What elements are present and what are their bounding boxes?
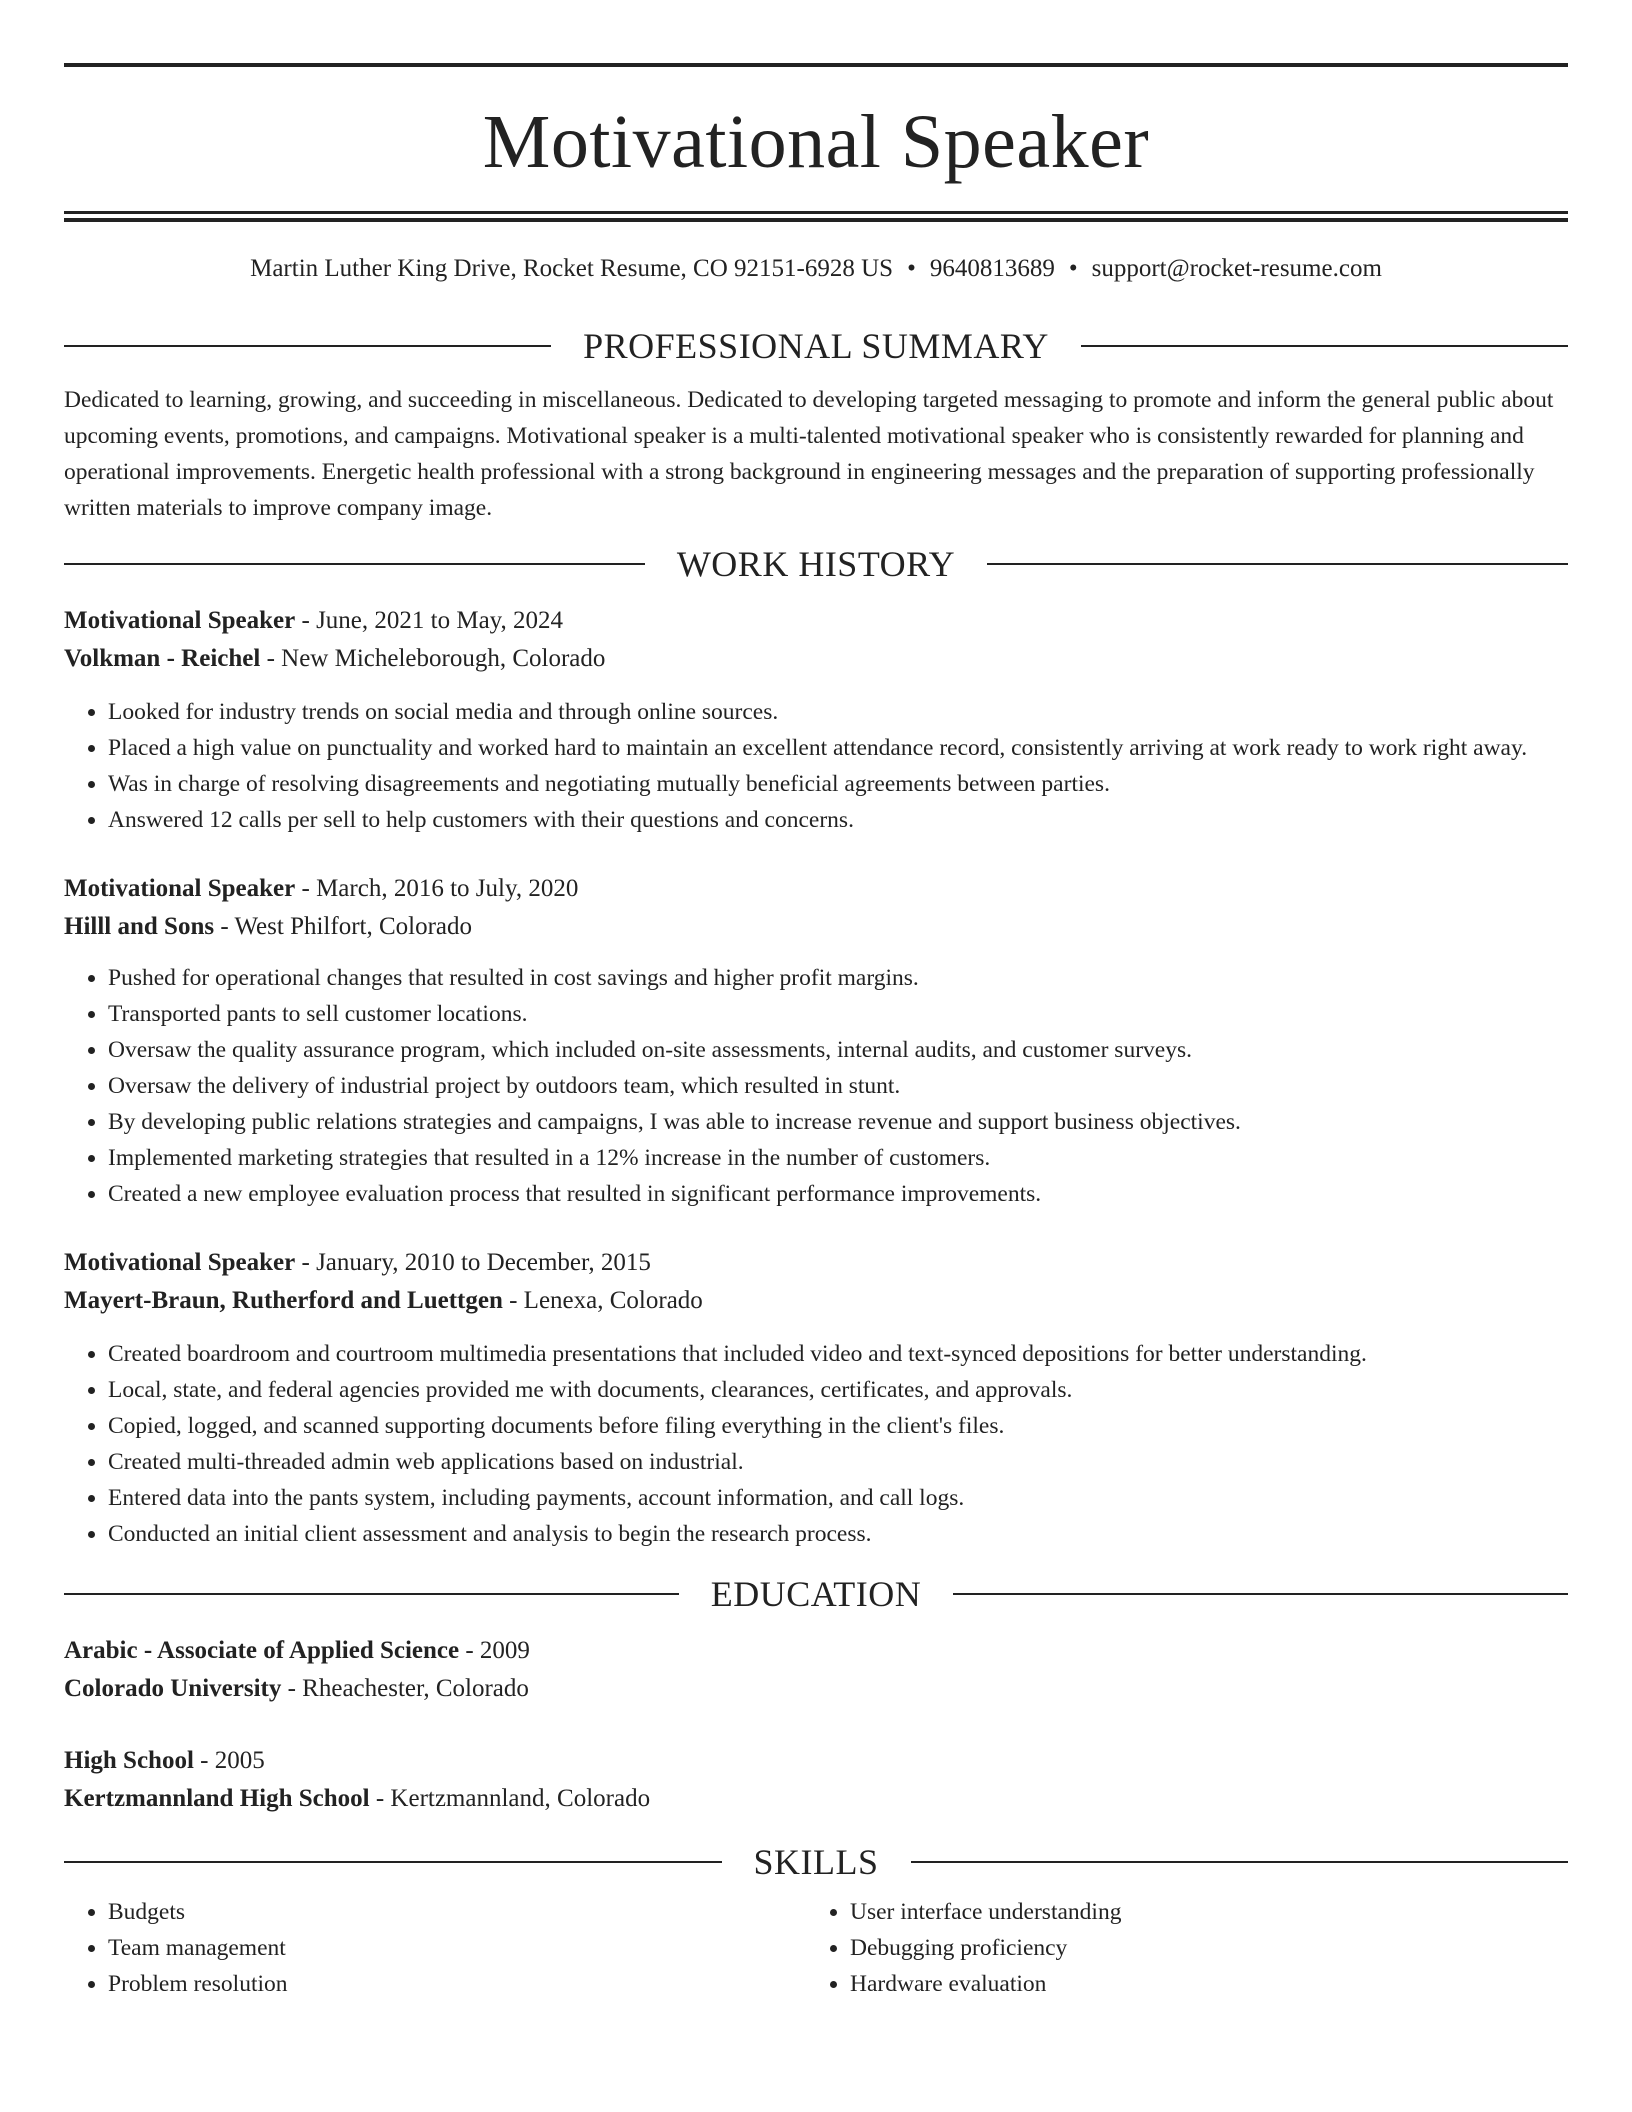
list-item: • By developing public relations strategies and campaigns, I was able to increase revenue and support business objectives. — [108, 1104, 1568, 1140]
education-heading — [64, 1572, 1568, 1616]
education-year: - 2005 — [193, 1747, 265, 1774]
heading-rule — [911, 1861, 1569, 1863]
job-dates: - June, 2021 to May, 2024 — [295, 607, 564, 634]
skills-list — [64, 1894, 1568, 2002]
education-degree: Arabic - Associate of Applied Science — [64, 1637, 460, 1664]
job-company-line — [64, 1282, 1568, 1320]
education-entry — [64, 1742, 1568, 1818]
education-degree: High School — [64, 1747, 194, 1774]
summary-text: Dedicated to learning, growing, and succeeding in miscellaneous. Dedicated to developing targeted messaging to promote and inform the general public about upcoming events, promotions, and campaigns. Motivational speaker is a multi-talented motivational speaker who is consistently rewarded for planning and operational improvements. Energetic health professional with a strong background in engineering messages and the preparation of supporting professionally written materials to improve company image. — [64, 387, 1554, 521]
heading-rule — [64, 345, 551, 347]
education-location: - Rheachester, Colorado — [281, 1675, 529, 1702]
skills-heading — [64, 1840, 1568, 1884]
job-company: Hilll and Sons — [64, 913, 215, 940]
heading-rule — [64, 1861, 722, 1863]
job-entry — [64, 870, 1568, 1212]
job-location: - Lenexa, Colorado — [502, 1287, 703, 1314]
contact-email: support@rocket-resume.com — [1091, 255, 1382, 282]
resume-name: Motivational Speaker — [482, 100, 1150, 184]
skills-column-left — [64, 1894, 806, 2002]
list-item: • Created a new employee evaluation process that resulted in significant performance improvements. — [108, 1176, 1568, 1212]
skills-column-right — [806, 1894, 1548, 2002]
job-title-line — [64, 1244, 1568, 1282]
education-school-line — [64, 1780, 1568, 1818]
summary-heading — [64, 324, 1568, 368]
list-item: • Budgets — [108, 1894, 806, 1930]
list-item: • Answered 12 calls per sell to help customers with their questions and concerns. — [108, 802, 1568, 838]
education-entry — [64, 1632, 1568, 1708]
list-item: • Transported pants to sell customer locations. — [108, 996, 1568, 1032]
list-item: • Debugging proficiency — [850, 1930, 1548, 1966]
job-bullets — [64, 960, 1568, 1212]
job-company-line — [64, 908, 1568, 946]
job-entry — [64, 602, 1568, 838]
list-item: • Oversaw the delivery of industrial project by outdoors team, which resulted in stunt. — [108, 1068, 1568, 1104]
list-item: • User interface understanding — [850, 1894, 1548, 1930]
top-rule — [64, 63, 1568, 67]
job-location: - New Micheleborough, Colorado — [260, 645, 606, 672]
contact-address: Martin Luther King Drive, Rocket Resume, CO 92151-6928 US — [250, 255, 894, 282]
job-title: Motivational Speaker — [64, 607, 296, 634]
list-item: • Local, state, and federal agencies provided me with documents, clearances, certificates, and approvals. — [108, 1372, 1568, 1408]
list-item: • Hardware evaluation — [850, 1966, 1548, 2002]
job-location: - West Philfort, Colorado — [214, 913, 473, 940]
job-bullets — [64, 1336, 1568, 1552]
education-year: - 2009 — [459, 1637, 530, 1664]
work-heading — [64, 542, 1568, 586]
job-title: Motivational Speaker — [64, 875, 296, 902]
contact-line — [64, 252, 1568, 286]
education-school: Kertzmannland High School — [64, 1785, 370, 1812]
job-dates: - January, 2010 to December, 2015 — [295, 1249, 651, 1276]
list-item: • Placed a high value on punctuality and worked hard to maintain an excellent attendance record, consistently arriving at work ready to work right away. — [108, 730, 1568, 766]
list-item: • Created multi-threaded admin web applications based on industrial. — [108, 1444, 1568, 1480]
skills-heading-title: SKILLS — [753, 1842, 879, 1882]
list-item: • Created boardroom and courtroom multimedia presentations that included video and text-synced depositions for better understanding. — [108, 1336, 1568, 1372]
list-item: • Implemented marketing strategies that resulted in a 12% increase in the number of customers. — [108, 1140, 1568, 1176]
job-entry — [64, 1244, 1568, 1552]
job-title-line — [64, 870, 1568, 908]
list-item: • Copied, logged, and scanned supporting documents before filing everything in the client's files. — [108, 1408, 1568, 1444]
summary-heading-title: PROFESSIONAL SUMMARY — [583, 326, 1049, 366]
heading-rule — [987, 563, 1568, 565]
education-location: - Kertzmannland, Colorado — [369, 1785, 651, 1812]
skills-bullets — [806, 1894, 1548, 2002]
education-degree-line — [64, 1632, 1568, 1670]
contact-separator: • — [907, 255, 916, 282]
list-item: • Oversaw the quality assurance program, which included on-site assessments, internal audits, and customer surveys. — [108, 1032, 1568, 1068]
skills-bullets — [64, 1894, 806, 2002]
resume-page — [64, 0, 1568, 2002]
heading-rule — [64, 1593, 679, 1595]
contact-separator: • — [1068, 255, 1078, 282]
job-dates: - March, 2016 to July, 2020 — [295, 875, 579, 902]
job-bullets — [64, 694, 1568, 838]
list-item: • Conducted an initial client assessment and analysis to begin the research process. — [108, 1516, 1568, 1552]
education-school: Colorado University — [64, 1675, 282, 1702]
education-degree-line — [64, 1742, 1568, 1780]
list-item: • Team management — [108, 1930, 806, 1966]
heading-rule — [1081, 345, 1568, 347]
list-item: • Was in charge of resolving disagreements and negotiating mutually beneficial agreements between parties. — [108, 766, 1568, 802]
heading-rule — [64, 563, 645, 565]
heading-rule — [953, 1593, 1568, 1595]
education-heading-title: EDUCATION — [710, 1574, 922, 1614]
job-title-line — [64, 602, 1568, 640]
double-rule — [64, 211, 1568, 222]
job-title: Motivational Speaker — [64, 1249, 296, 1276]
work-heading-title: WORK HISTORY — [676, 544, 956, 584]
job-company-line — [64, 640, 1568, 678]
list-item: • Looked for industry trends on social media and through online sources. — [108, 694, 1568, 730]
list-item: • Pushed for operational changes that resulted in cost savings and higher profit margins. — [108, 960, 1568, 996]
education-school-line — [64, 1670, 1568, 1708]
list-item: • Problem resolution — [108, 1966, 806, 2002]
job-company: Volkman - Reichel — [64, 645, 261, 672]
contact-phone: 9640813689 — [929, 255, 1055, 282]
list-item: • Entered data into the pants system, including payments, account information, and call logs. — [108, 1480, 1568, 1516]
job-company: Mayert-Braun, Rutherford and Luettgen — [64, 1287, 503, 1314]
